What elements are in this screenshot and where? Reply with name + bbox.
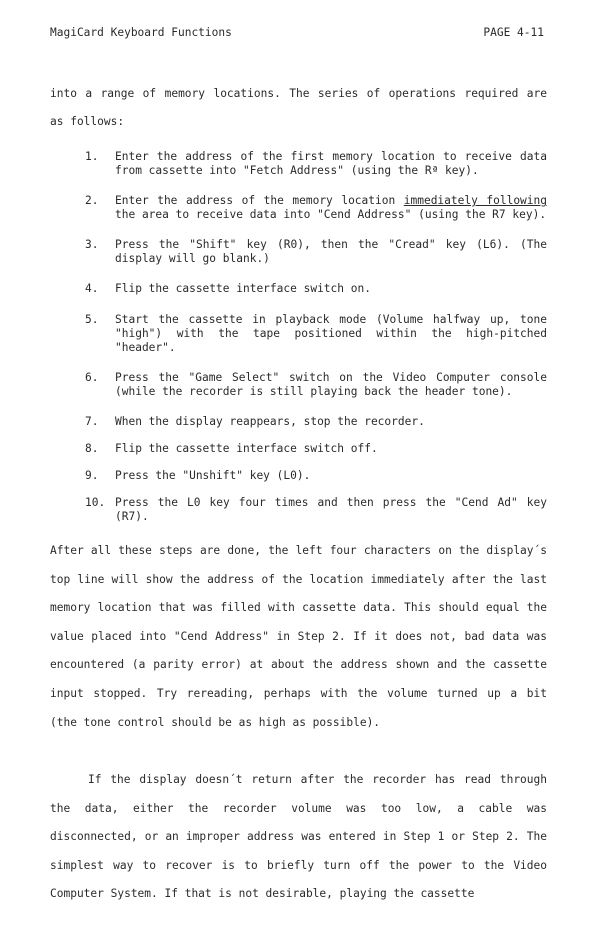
- step-item: [85, 238, 547, 266]
- step-number: 5.: [85, 313, 99, 326]
- body-paragraph: After all these steps are done, the left four characters on the display´s top line will show the address of the location immediately after the last memory location that was filled with cassette data. This should equal the value placed into "Cend Address" in Step 2. If it does not, bad data was encountered (a parity error) at about the address shown and the cassette input stopped. Try rereading, perhaps with the volume turned up a bit (the tone control should be as high as possible).: [50, 544, 547, 729]
- step-item: [85, 313, 547, 355]
- step-text: Start the cassette in playback mode (Volume halfway up, tone "high") with the tape positioned within the high-pitched "header".: [115, 313, 547, 354]
- running-header-title: MagiCard Keyboard Functions: [50, 26, 232, 39]
- step-number: 10.: [85, 496, 106, 509]
- step-number: 4.: [85, 282, 99, 295]
- step-number: 8.: [85, 442, 99, 455]
- step-text: Press the "Unshift" key (L0).: [115, 469, 311, 482]
- step-text: Enter the address of the first memory location to receive data from cassette into "Fetch Address" (using the Rª key).: [115, 150, 547, 177]
- intro-paragraph: into a range of memory locations. The series of operations required are as follows:: [50, 87, 547, 128]
- step-item: [85, 469, 547, 483]
- step-item: [85, 150, 547, 178]
- step-text: Flip the cassette interface switch off.: [115, 442, 378, 455]
- step-number: 3.: [85, 238, 99, 251]
- step-number: 2.: [85, 194, 99, 207]
- step-item: [85, 371, 547, 399]
- step-number: 6.: [85, 371, 99, 384]
- step-text-underlined: immediately following: [403, 194, 547, 207]
- step-text: Press the "Shift" key (R0), then the "Cread" key (L6). (The display will go blank.): [115, 238, 547, 265]
- step-text: Flip the cassette interface switch on.: [115, 282, 371, 295]
- step-number: 7.: [85, 415, 99, 428]
- step-text: Enter the address of the memory location: [115, 194, 404, 207]
- step-text: the area to receive data into "Cend Address" (using the R7 key).: [115, 208, 547, 221]
- page-number: PAGE 4-11: [483, 26, 544, 39]
- step-item: [85, 496, 547, 524]
- step-number: 1.: [85, 150, 99, 163]
- step-item: [85, 415, 547, 429]
- step-item: [85, 442, 547, 456]
- step-item: [85, 194, 547, 222]
- step-item: [85, 282, 547, 296]
- steps-list: [85, 150, 547, 524]
- step-number: 9.: [85, 469, 99, 482]
- step-text: Press the "Game Select" switch on the Video Computer console (while the recorder is still playing back the header tone).: [115, 371, 547, 398]
- step-text: When the display reappears, stop the recorder.: [115, 415, 425, 428]
- body-paragraph: If the display doesn´t return after the recorder has read through the data, either the recorder volume was too low, a cable was disconnected, or an improper address was entered in Step 1 or Step 2. The simplest way to recover is to briefly turn off the power to the Video Computer System. If that is not desirable, playing the cassette: [50, 773, 547, 901]
- step-text: Press the L0 key four times and then press the "Cend Ad" key (R7).: [115, 496, 547, 523]
